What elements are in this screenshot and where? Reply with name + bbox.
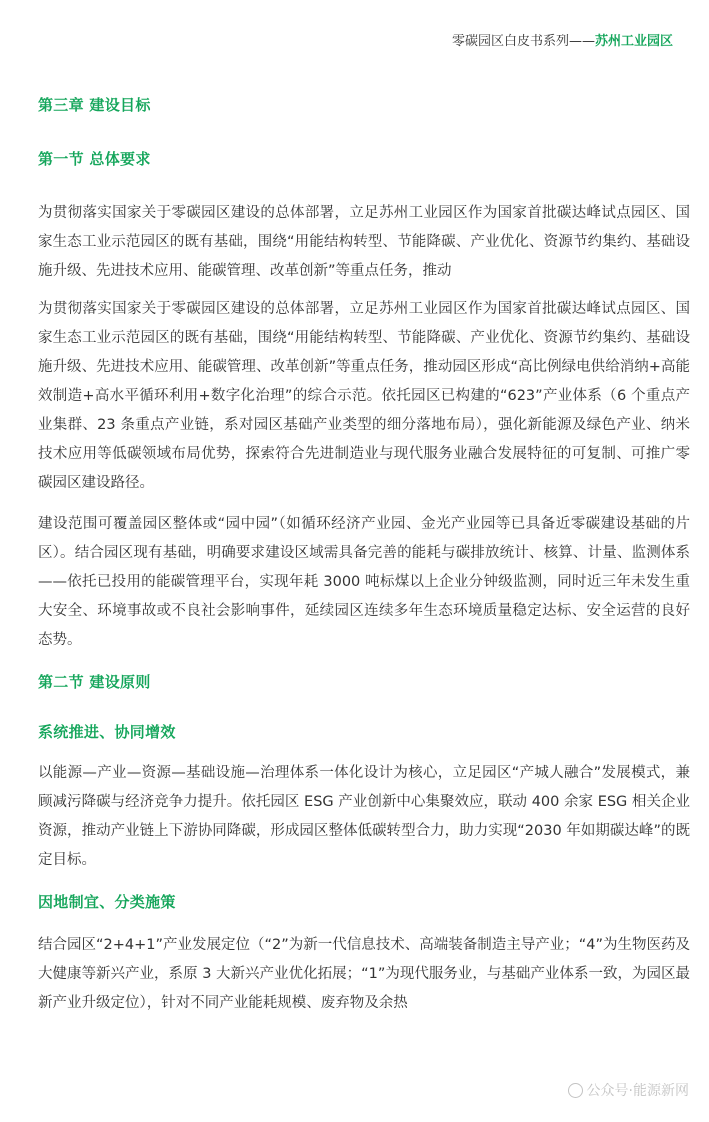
principle-title-local-conditions: 因地制宜、分类施策 <box>38 893 176 911</box>
paragraph-construction-scope: 建设范围可覆盖园区整体或“园中园”（如循环经济产业园、金光产业园等已具备近零碳建设基础的片区）。结合园区现有基础，明确要求建设区域需具备完善的能耗与碳排放统计、核算、计量、监测体系——依托已投用的能碳管理平台，实现年耗 3000 吨标煤以上企业分钟级监测，同时近三年未发生重大安全、环境事故或不良社会影响事件，延续园区连续多年生态环境质量稳定达标、安全运营的良好态势。 <box>38 516 690 648</box>
section-title-principles: 第二节 建设原则 <box>38 673 151 691</box>
paragraph-overall-deployment: 为贯彻落实国家关于零碳园区建设的总体部署，立足苏州工业园区作为国家首批碳达峰试点园区、国家生态工业示范园区的既有基础，围绕“用能结构转型、节能降碳、产业优化、资源节约集约、基础设施升级、先进技术应用、能碳管理、改革创新”等重点任务，推动园区形成“高比例绿电供给消纳+高能效制造+高水平循环利用+数字化治理”的综合示范。依托园区已构建的“623”产业体系（6 个重点产业集群、23 条重点产业链，系对园区基础产业类型的细分落地布局），强化新能源及绿色产业、纳米技术应用等低碳领域布局优势，探索符合先进制造业与现代服务业融合发展特征的可复制、可推广零碳园区建设路径。 <box>38 301 690 491</box>
watermark-text: 公众号·能源新网 <box>586 1083 689 1099</box>
document-body <box>38 92 690 1018</box>
paragraph-local-conditions-principle: 结合园区“2+4+1”产业发展定位（“2”为新一代信息技术、高端装备制造主导产业；“4”为生物医药及大健康等新兴产业，系原 3 大新兴产业优化拓展；“1”为现代服务业，与基础产业体系一致，为园区最新产业升级定位），针对不同产业能耗规模、废弃物及余热 <box>38 937 690 1011</box>
chapter-title: 第三章 建设目标 <box>38 96 151 114</box>
principle-title-systematic: 系统推进、协同增效 <box>38 723 176 741</box>
watermark-logo-icon <box>568 1083 583 1098</box>
watermark <box>568 1080 689 1100</box>
page-header <box>452 30 673 49</box>
header-park-name: 苏州工业园区 <box>594 34 673 49</box>
section-title-general-requirements: 第一节 总体要求 <box>38 150 151 168</box>
paragraph-systematic-principle: 以能源—产业—资源—基础设施—治理体系一体化设计为核心，立足园区“产城人融合”发展模式，兼顾减污降碳与经济竞争力提升。依托园区 ESG 产业创新中心集聚效应，联动 400 余家 ESG 相关企业资源，推动产业链上下游协同降碳，形成园区整体低碳转型合力，助力实现“2030 年如期碳达峰”的既定目标。 <box>38 765 690 868</box>
header-series: 零碳园区白皮书系列—— <box>451 34 595 49</box>
paragraph-intro-truncated: 为贯彻落实国家关于零碳园区建设的总体部署，立足苏州工业园区作为国家首批碳达峰试点园区、国家生态工业示范园区的既有基础，围绕“用能结构转型、节能降碳、产业优化、资源节约集约、基础设施升级、先进技术应用、能碳管理、改革创新”等重点任务，推动 <box>38 205 690 279</box>
